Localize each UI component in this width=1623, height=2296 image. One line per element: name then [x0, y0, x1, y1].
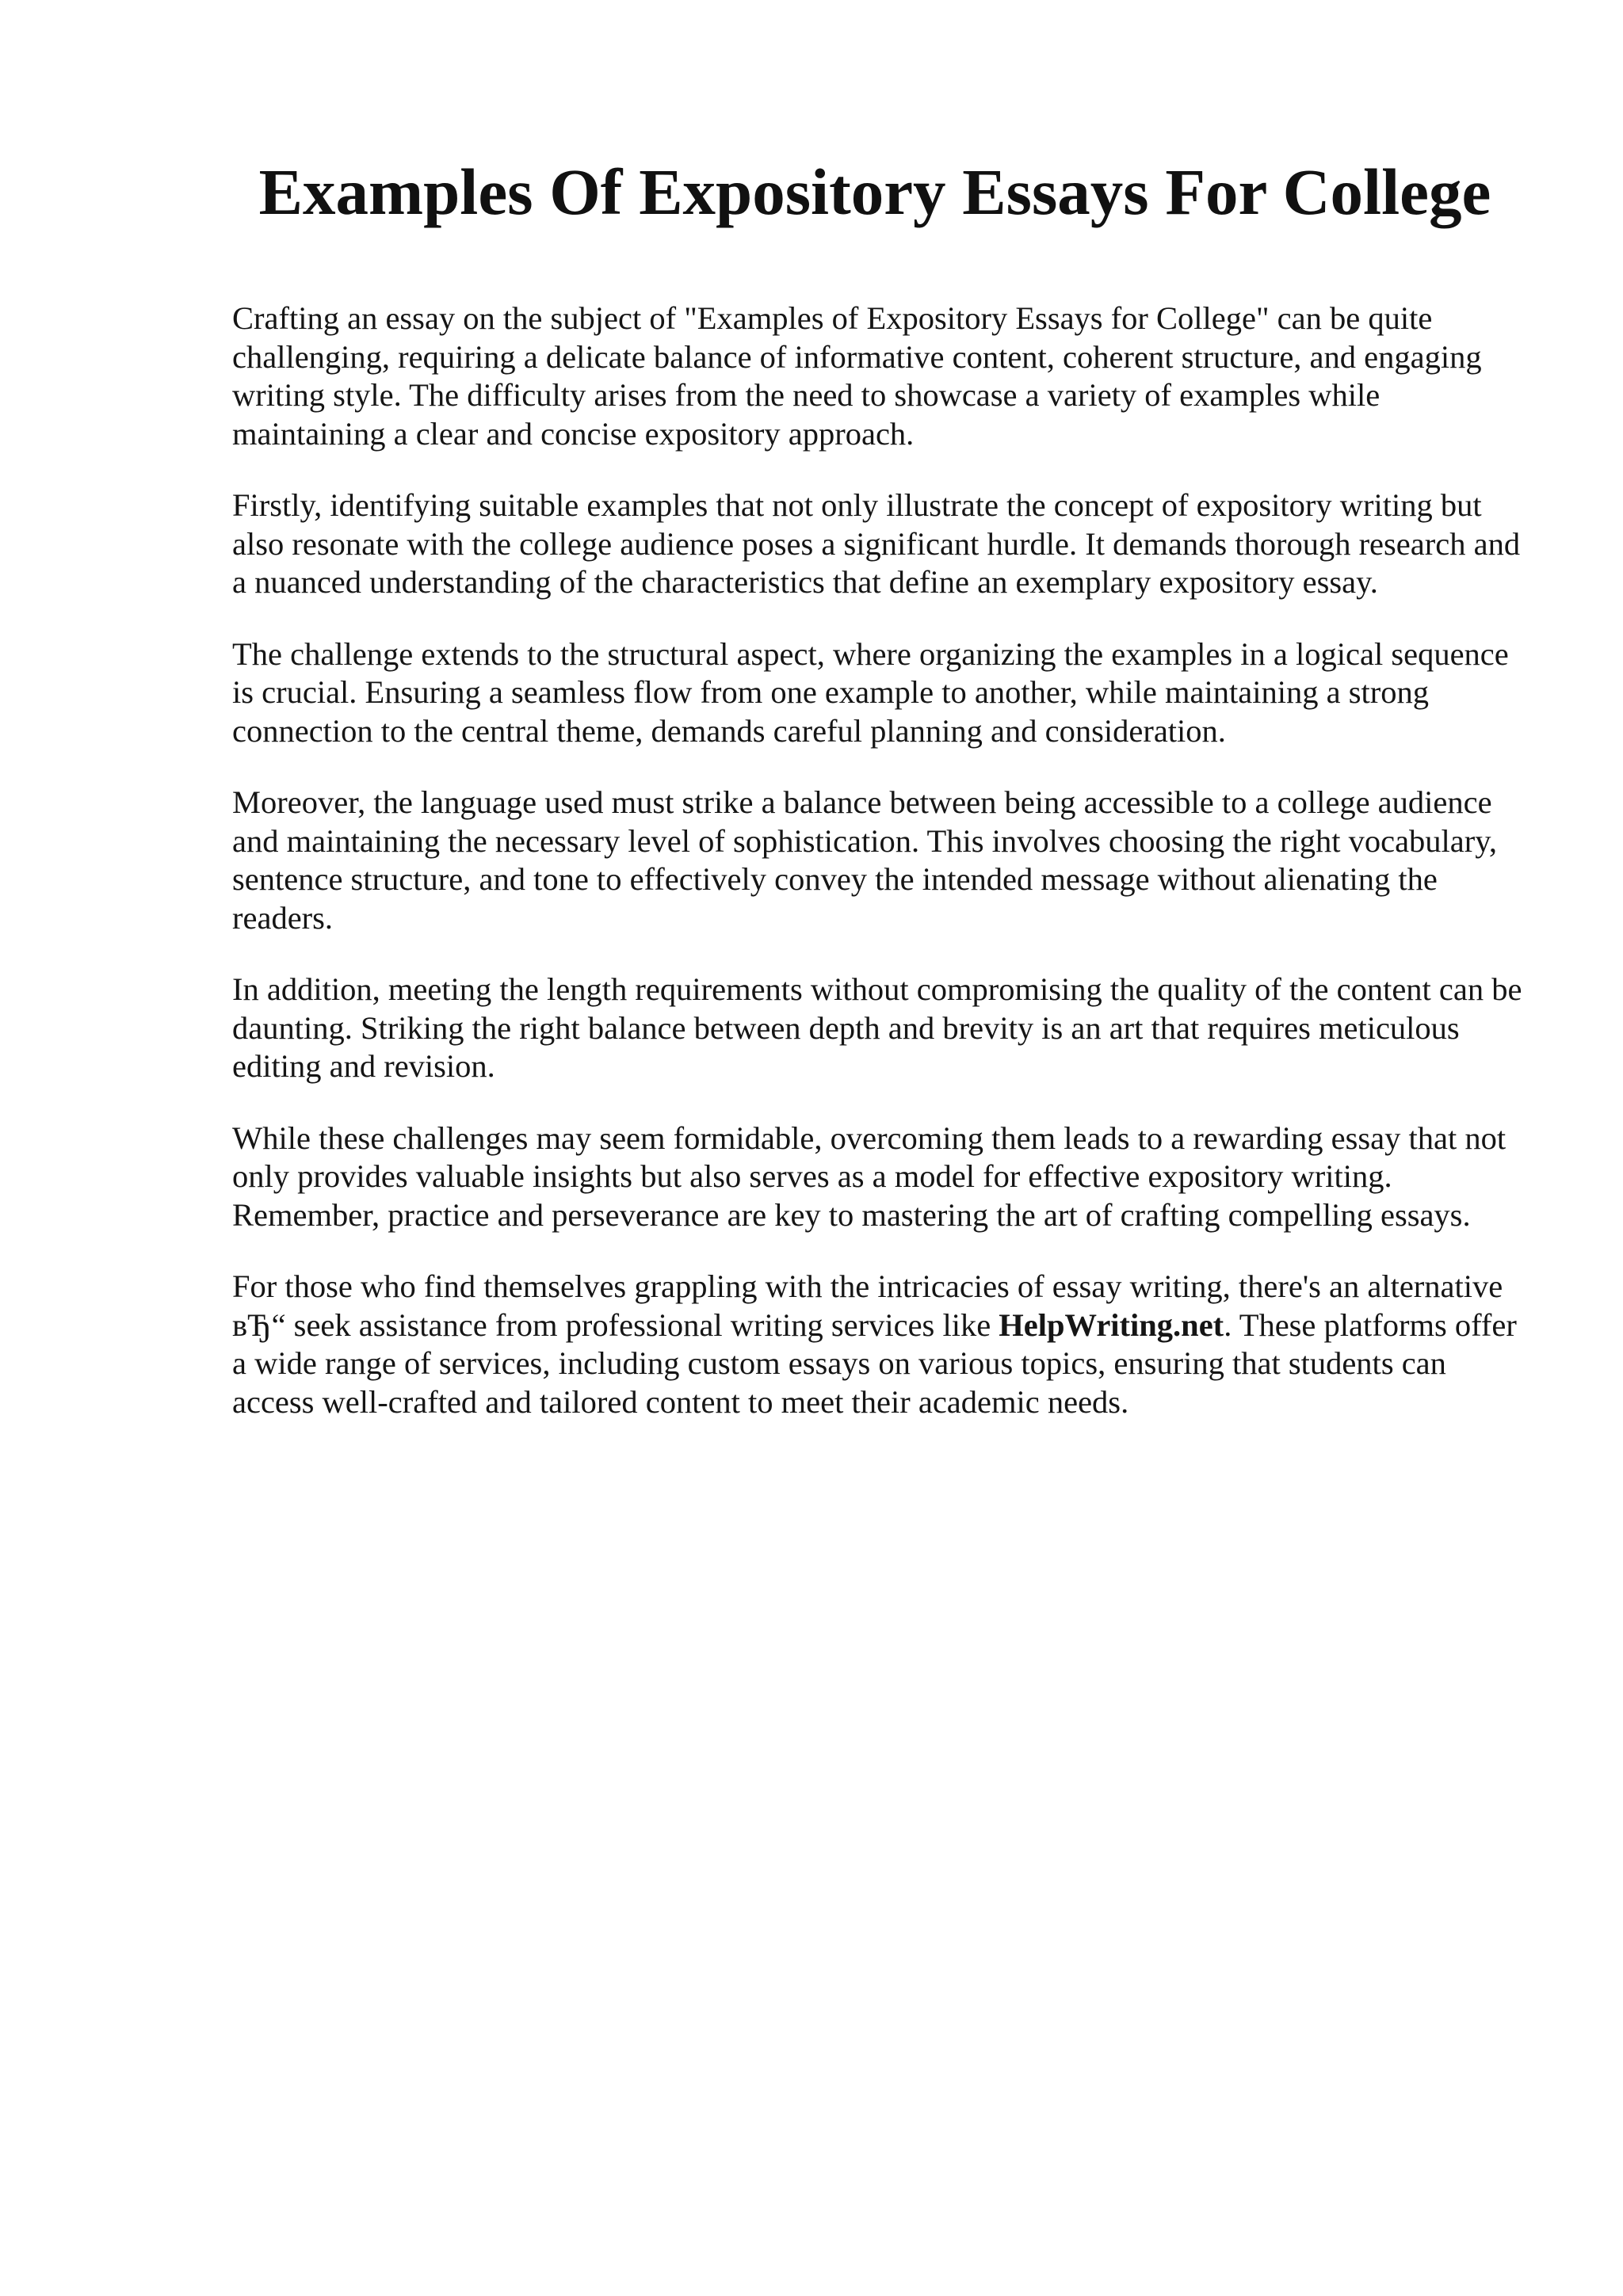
- paragraph-4: Moreover, the language used must strike a balance between being accessible to a college audience and maintaining the necessary level of sophistication. This involves choosing the right vocabulary, sentence structure, and tone to effectively convey the intended message without alienating the readers.: [232, 784, 1498, 936]
- document-body: [232, 299, 1532, 1455]
- paragraph-1: Crafting an essay on the subject of "Examples of Expository Essays for College" can be quite challenging, requiring a delicate balance of informative content, coherent structure, and engaging writing style. The difficulty arises from the need to showcase a variety of examples while maintaining a clear and concise expository approach.: [232, 300, 1482, 452]
- helpwriting-link[interactable]: HelpWriting.net: [999, 1306, 1224, 1343]
- paragraph-7-intro-text: For those who find themselves grappling with the intricacies of essay writing, there's an alternative вЂ“ seek assistance from professional writing services like: [232, 1268, 1503, 1343]
- paragraph-6: While these challenges may seem formidable, overcoming them leads to a rewarding essay that not only provides valuable insights but also serves as a model for effective expository writing. Remember, practice and perseverance are key to mastering the art of crafting compelling essays.: [232, 1119, 1507, 1233]
- paragraph-5: In addition, meeting the length requirements without compromising the quality of the content can be daunting. Striking the right balance between depth and brevity is an art that requires meticulous editing and revision.: [232, 971, 1522, 1084]
- paragraph-3: The challenge extends to the structural aspect, where organizing the examples in a logical sequence is crucial. Ensuring a seamless flow from one example to another, while maintaining a strong connection to the central theme, demands careful planning and consideration.: [232, 635, 1509, 749]
- document-title: Examples Of Expository Essays For College: [258, 155, 1491, 228]
- paragraph-7: [232, 1268, 1532, 1421]
- paragraph-2: Firstly, identifying suitable examples that not only illustrate the concept of expository writing but also resonate with the college audience poses a significant hurdle. It demands thorough research and a nuanced understanding of the characteristics that define an exemplary expository essay.: [232, 487, 1521, 600]
- paragraph-7-closing-text: . These platforms offer a wide range of services, including custom essays on various topics, ensuring that students can access well-crafted and tailored content to meet their academic needs.: [232, 1306, 1517, 1420]
